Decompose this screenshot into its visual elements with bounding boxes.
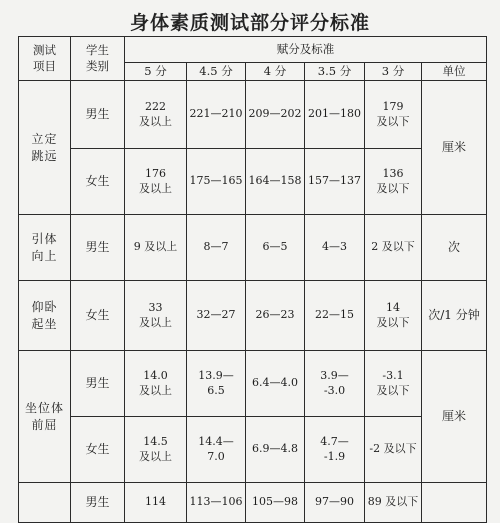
score-cell: 22—15	[305, 281, 365, 351]
score-cell: 4—3	[305, 215, 365, 281]
score-cell: 222 及以上	[125, 81, 187, 149]
score-cell: 33 及以上	[125, 281, 187, 351]
header-category: 学生 类别	[71, 37, 125, 81]
score-cell: 97—90	[305, 483, 365, 523]
header-unit: 单位	[422, 63, 487, 81]
score-cell: 6.9—4.8	[246, 417, 305, 483]
score-cell: 179 及以下	[365, 81, 422, 149]
score-cell: 136 及以下	[365, 149, 422, 215]
score-cell: 157—137	[305, 149, 365, 215]
header-score-group: 赋分及标准	[125, 37, 487, 63]
header-level: 4 分	[246, 63, 305, 81]
score-cell: 209—202	[246, 81, 305, 149]
unit-cell: 次	[422, 215, 487, 281]
item-sit-and-reach: 坐位体 前屈	[19, 351, 71, 483]
score-cell: 164—158	[246, 149, 305, 215]
score-table	[18, 36, 487, 523]
score-cell: 113—106	[187, 483, 246, 523]
item-standing-long-jump: 立定 跳远	[19, 81, 71, 215]
score-cell: -3.1 及以下	[365, 351, 422, 417]
category-male: 男生	[71, 81, 125, 149]
score-cell: -2 及以下	[365, 417, 422, 483]
score-cell: 175—165	[187, 149, 246, 215]
score-cell: 221—210	[187, 81, 246, 149]
header-level: 3 分	[365, 63, 422, 81]
header-item: 测试 项目	[19, 37, 71, 81]
header-level: 5 分	[125, 63, 187, 81]
score-cell: 176 及以上	[125, 149, 187, 215]
score-cell: 26—23	[246, 281, 305, 351]
unit-cell: 厘米	[422, 351, 487, 483]
score-cell: 6.4—4.0	[246, 351, 305, 417]
item-pull-up: 引体 向上	[19, 215, 71, 281]
category-female: 女生	[71, 417, 125, 483]
header-level: 4.5 分	[187, 63, 246, 81]
score-cell: 89 及以下	[365, 483, 422, 523]
score-cell: 6—5	[246, 215, 305, 281]
header-level: 3.5 分	[305, 63, 365, 81]
score-cell: 8—7	[187, 215, 246, 281]
item-sit-up: 仰卧 起坐	[19, 281, 71, 351]
category-male: 男生	[71, 483, 125, 523]
score-cell: 32—27	[187, 281, 246, 351]
score-cell: 201—180	[305, 81, 365, 149]
category-male: 男生	[71, 351, 125, 417]
score-cell: 114	[125, 483, 187, 523]
score-cell: 3.9— -3.0	[305, 351, 365, 417]
score-cell: 9 及以上	[125, 215, 187, 281]
score-cell: 105—98	[246, 483, 305, 523]
score-cell: 14.5 及以上	[125, 417, 187, 483]
unit-cell	[422, 483, 487, 523]
score-cell: 13.9— 6.5	[187, 351, 246, 417]
page-title: 身体素质测试部分评分标准	[129, 12, 370, 34]
score-cell: 14 及以下	[365, 281, 422, 351]
score-cell: 4.7— -1.9	[305, 417, 365, 483]
unit-cell: 次/1 分钟	[422, 281, 487, 351]
category-female: 女生	[71, 149, 125, 215]
score-cell: 14.4— 7.0	[187, 417, 246, 483]
unit-cell: 厘米	[422, 81, 487, 215]
category-male: 男生	[71, 215, 125, 281]
score-cell: 2 及以下	[365, 215, 422, 281]
item-cell	[19, 483, 71, 523]
score-cell: 14.0 及以上	[125, 351, 187, 417]
category-female: 女生	[71, 281, 125, 351]
